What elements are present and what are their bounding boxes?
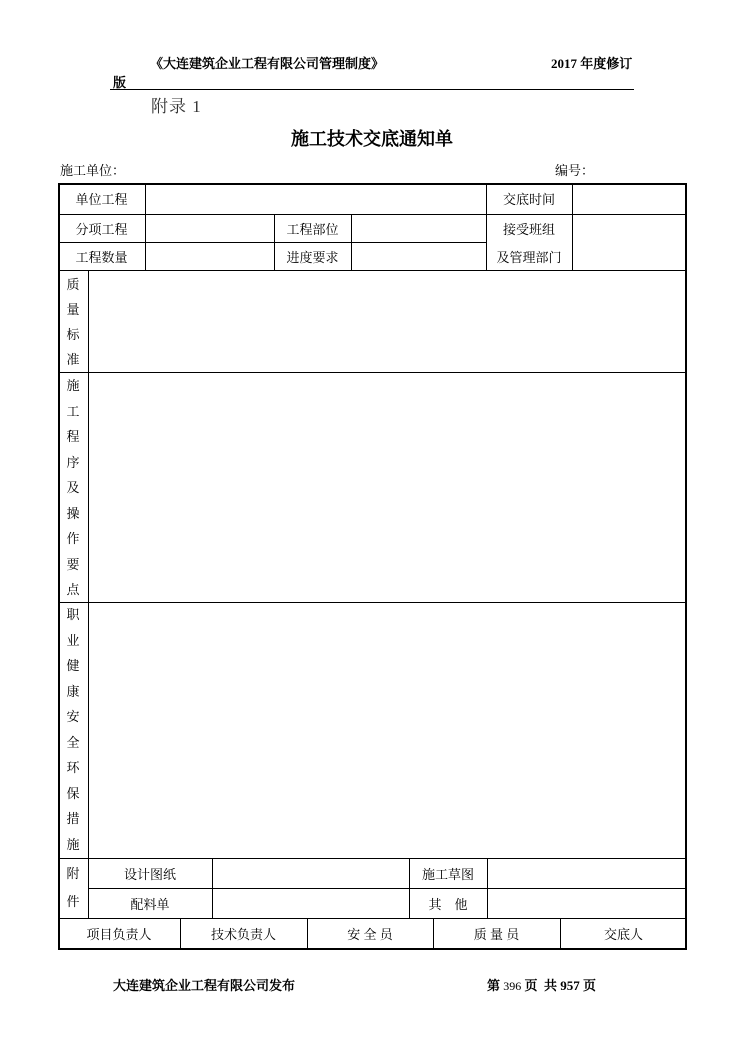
attachment-label bbox=[59, 860, 87, 916]
serial-number-label: 编号： bbox=[555, 163, 595, 178]
label-char: 质 bbox=[66, 277, 80, 292]
quality-standard-field[interactable] bbox=[88, 270, 687, 372]
others-field[interactable] bbox=[487, 888, 687, 918]
construction-sketch-label: 施工草图 bbox=[421, 866, 474, 882]
project-location-label: 工程部位 bbox=[286, 221, 339, 237]
label-char: 施 bbox=[66, 836, 80, 852]
label-char: 安 bbox=[66, 709, 80, 724]
progress-requirement-label: 进度要求 bbox=[286, 249, 339, 265]
quality-standard-label bbox=[59, 272, 87, 372]
edition-label-wrap: 版 bbox=[113, 75, 127, 90]
safety-officer-signature: 安 全 员 bbox=[347, 926, 393, 942]
management-dept-label: 及管理部门 bbox=[496, 249, 562, 265]
quantity-field[interactable] bbox=[145, 242, 274, 270]
receiving-team-label: 接受班组 bbox=[502, 221, 555, 237]
label-char: 环 bbox=[66, 760, 80, 775]
handover-person-signature: 交底人 bbox=[603, 926, 643, 942]
label-char: 附 bbox=[66, 866, 80, 881]
footer-publisher: 大连建筑企业工程有限公司发布 bbox=[113, 978, 296, 993]
label-char: 序 bbox=[66, 454, 80, 470]
label-char: 全 bbox=[66, 734, 80, 750]
label-char: 工 bbox=[66, 403, 80, 419]
label-char: 及 bbox=[66, 480, 80, 495]
appendix-label: 附录 1 bbox=[151, 97, 202, 116]
handover-form-table bbox=[58, 183, 687, 950]
construction-sketch-field[interactable] bbox=[487, 858, 687, 888]
label-char: 点 bbox=[66, 582, 80, 597]
page-number: 396 bbox=[503, 979, 522, 993]
project-manager-signature: 项目负责人 bbox=[86, 926, 152, 942]
label-char: 施 bbox=[66, 378, 80, 393]
label-char: 职 bbox=[66, 607, 80, 622]
unit-project-label: 单位工程 bbox=[75, 192, 128, 207]
progress-requirement-field[interactable] bbox=[351, 242, 486, 270]
label-char: 件 bbox=[66, 894, 80, 909]
page-mid: 页 共 bbox=[524, 978, 558, 993]
form-title: 施工技术交底通知单 bbox=[291, 129, 453, 149]
design-drawings-label: 设计图纸 bbox=[123, 866, 176, 882]
page-suffix: 页 bbox=[583, 978, 597, 993]
label-char: 操 bbox=[66, 505, 80, 521]
label-char: 业 bbox=[66, 632, 80, 648]
unit-project-field[interactable] bbox=[145, 183, 486, 214]
edition-label: 2017 年度修订 bbox=[551, 56, 633, 71]
technical-lead-signature: 技术负责人 bbox=[210, 926, 276, 942]
sub-project-label: 分项工程 bbox=[75, 221, 128, 237]
material-list-label: 配料单 bbox=[130, 896, 170, 912]
others-label: 其 他 bbox=[428, 896, 468, 912]
label-char: 保 bbox=[66, 785, 80, 801]
label-char: 量 bbox=[66, 302, 80, 317]
sub-project-field[interactable] bbox=[145, 214, 274, 242]
handover-time-label: 交底时间 bbox=[502, 192, 555, 207]
header-rule bbox=[110, 89, 634, 90]
label-char: 程 bbox=[66, 429, 80, 444]
handover-time-field[interactable] bbox=[572, 183, 687, 214]
ohs-measures-label bbox=[59, 602, 87, 857]
material-list-field[interactable] bbox=[212, 888, 409, 918]
label-char: 康 bbox=[66, 683, 80, 699]
ohs-measures-field[interactable] bbox=[88, 602, 687, 858]
project-location-field[interactable] bbox=[351, 214, 486, 242]
page-prefix: 第 bbox=[487, 978, 501, 993]
total-pages: 957 bbox=[560, 978, 580, 993]
label-char: 要 bbox=[66, 556, 80, 572]
construction-procedure-label bbox=[59, 373, 87, 603]
receiving-team-field[interactable] bbox=[572, 214, 687, 270]
label-char: 措 bbox=[66, 811, 80, 826]
label-char: 标 bbox=[66, 327, 80, 342]
document-title: 《大连建筑企业工程有限公司管理制度》 bbox=[150, 56, 385, 71]
design-drawings-field[interactable] bbox=[212, 858, 409, 888]
footer-page-info bbox=[487, 975, 596, 994]
construction-unit-label: 施工单位： bbox=[60, 163, 126, 178]
label-char: 准 bbox=[66, 352, 80, 367]
quantity-label: 工程数量 bbox=[75, 249, 128, 265]
label-char: 作 bbox=[66, 531, 80, 546]
construction-procedure-field[interactable] bbox=[88, 372, 687, 602]
label-char: 健 bbox=[66, 658, 80, 673]
quality-inspector-signature: 质 量 员 bbox=[473, 926, 520, 942]
